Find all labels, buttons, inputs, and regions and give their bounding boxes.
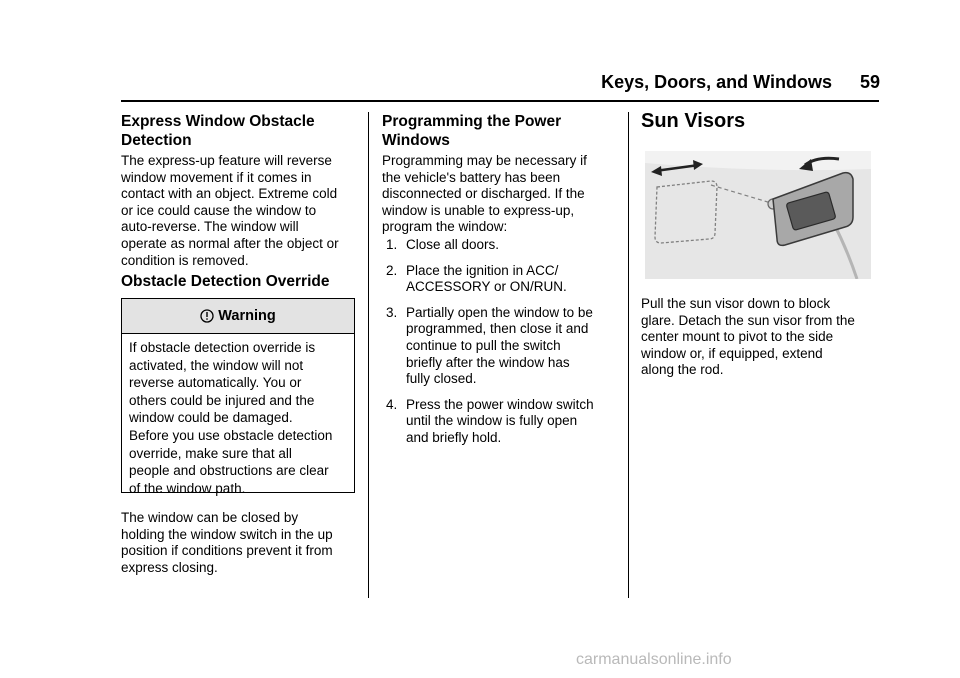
step-line: continue to pull the switch [406,337,561,353]
step-item [386,263,624,296]
warning-line: override, make sure that all [129,445,292,461]
warning-body [122,334,354,497]
sun-visors-heading: Sun Visors [641,110,746,132]
warning-line: reverse automatically. You or [129,375,302,391]
text-line: glare. Detach the sun visor from the [641,312,855,328]
text-line: express closing. [121,559,218,575]
programming-steps [386,237,624,456]
text-line: along the rod. [641,362,724,378]
step-number: 3. [386,304,398,320]
step-line: Partially open the window to be [406,304,593,320]
text-line: center mount to pivot to the side [641,329,834,345]
text-line: disconnected or discharged. If the [382,186,585,202]
step-line: Place the ignition in ACC/ [406,262,559,278]
warning-line: window could be damaged. [129,410,293,426]
text-line: window is unable to express-up, [382,202,575,218]
text-line: program the window: [382,219,508,235]
express-title-line-1: Express Window Obstacle [121,113,315,130]
sun-visor-drawing [645,151,871,279]
step-item [386,237,624,254]
step-number: 4. [386,396,398,412]
express-window-paragraph [121,153,366,269]
warning-line: others could be injured and the [129,392,315,408]
warning-line: of the window path. [129,480,246,496]
text-line: Pull the sun visor down to block [641,296,831,311]
programming-heading [382,112,622,150]
text-line: or ice could cause the window to [121,202,317,218]
text-line: The express-up feature will reverse [121,153,332,168]
warning-header [122,299,354,334]
step-line: and briefly hold. [406,429,502,445]
text-line: window movement if it comes in [121,169,312,185]
warning-triangle-icon [200,309,214,323]
warning-line: activated, the window will not [129,357,304,373]
programming-title-line-1: Programming the Power [382,113,562,130]
programming-title-line-2: Windows [382,132,450,149]
step-item [386,397,624,447]
step-line: Press the power window switch [406,396,594,412]
page-number: 59 [859,72,880,92]
step-number: 1. [386,237,398,252]
sun-visor-illustration [645,151,871,279]
express-window-heading [121,112,361,150]
step-item [386,305,624,388]
page-header [560,72,880,93]
warning-title: Warning [218,308,276,324]
text-line: The window can be closed by [121,510,299,525]
closing-paragraph [121,510,366,576]
step-line: briefly after the window has [406,354,570,370]
section-title: Keys, Doors, and Windows [601,72,832,92]
sun-visors-paragraph [641,296,877,379]
text-line: Programming may be necessary if [382,153,587,168]
step-line: ACCESSORY or ON/RUN. [406,279,567,295]
column-divider-2 [628,112,629,598]
header-rule [121,100,879,102]
text-line: condition is removed. [121,252,249,268]
text-line: position if conditions prevent it from [121,543,333,559]
warning-line: If obstacle detection override is [129,340,316,355]
override-heading: Obstacle Detection Override [121,273,330,290]
text-line: holding the window switch in the up [121,526,333,542]
text-line: operate as normal after the object or [121,235,339,251]
text-line: auto-reverse. The window will [121,219,299,235]
text-line: window or, if equipped, extend [641,345,823,361]
express-title-line-2: Detection [121,132,192,149]
column-divider-1 [368,112,369,598]
warning-box [121,298,355,496]
watermark-link[interactable]: carmanualsonline.info [576,651,732,668]
step-line: fully closed. [406,371,477,387]
step-line: Close all doors. [406,237,500,252]
text-line: contact with an object. Extreme cold [121,186,338,202]
text-line: the vehicle's battery has been [382,169,561,185]
warning-line: Before you use obstacle detection [129,427,333,443]
step-line: until the window is fully open [406,413,578,429]
warning-line: people and obstructions are clear [129,463,329,479]
step-line: programmed, then close it and [406,321,589,337]
programming-intro [382,153,622,236]
step-number: 2. [386,262,398,278]
